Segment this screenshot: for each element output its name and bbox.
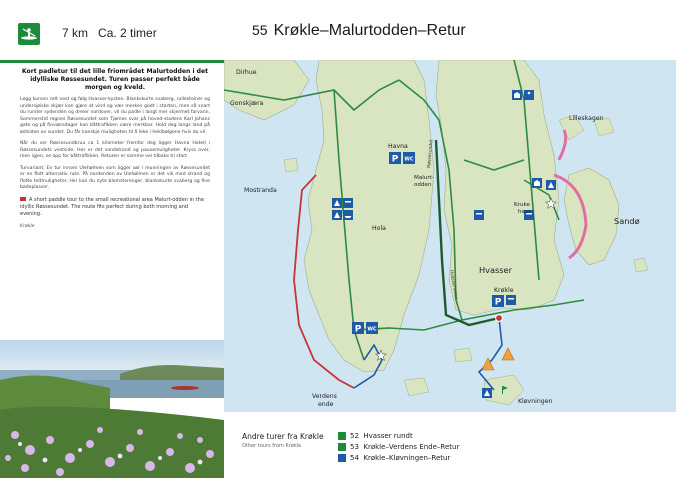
hut-icon [546,180,556,190]
svg-text:WC: WC [404,156,414,163]
parking-icon-south[interactable] [352,322,364,335]
paragraph-1: Legg kursen rett vest og følg Hvasser-kysten. Blankskurte svaberg, rullesteiner og undersjøiske skjær kan gjøre at vind og vær merkes godt i starten, men så snart du runder sydenden og dreier nordover, vil du padle i langt mer skjermet farvann. Sommerstid regnes Røssesundet som Tjømes svar på hoved-stadens Karl Johans gate og på finværsdager kan båttrafikken være merkbar. Hold deg langs land på østsiden av sundet. Du får kanskje muligheten til å leke i heklbølgene hvis du vil. [20,97,210,135]
label-lilleskagen: Lilleskagen [569,115,604,122]
kayak-icon [18,23,40,45]
description [20,68,210,235]
duration: Ca. 2 timer [98,26,157,40]
picnic-icon [506,295,516,305]
label-malurtodden-1: Malurt- [414,175,434,181]
parking-icon[interactable] [389,152,401,165]
label-krukehavn-2: havn [518,209,532,215]
label-dirhue: Dirhue [236,69,257,76]
svg-text:P: P [494,297,502,308]
label-road-hvasserveien: Hvasserveien [448,269,459,301]
route-number: 55 [252,22,268,38]
paragraph-2: Når du ser Røssesundbrua ca 1 kilometer fremfor deg ligger Havna Hotell i Røssesundets vestside. Her er det sandstrand og pausemuligheter. Kryss over, men igjen, se opp for båttrafikken. Returen er samme vei tilbake til start. [20,141,210,159]
tent-icon [332,210,342,220]
cycling-icon [338,443,346,451]
house-icon [532,178,542,188]
signature: Krøkle [20,223,35,229]
wc-icon-south [366,322,378,334]
svg-text:P: P [391,154,399,165]
legend-item-52[interactable]: 52 Hvasser rundt [338,432,413,441]
legend-item-54[interactable]: 54 Krøkle–Kløvningen–Retur [338,454,450,463]
wc-icon [403,152,415,164]
label-klovningen: Kløvningen [518,398,553,405]
person-icon [524,90,534,100]
label-sando: Sandø [614,216,640,226]
english-summary: A short paddle tour to the small recreational area Malurt-odden in the idyllic Røssesundet. The route fits perfect during both morning and evening. [20,196,204,217]
boat-icon [343,210,353,220]
label-verdens-ende-2: ende [318,401,334,408]
legend-title: Andre turer fra Krøkle [242,432,324,441]
label-verdens-ende-1: Verdens [312,393,337,400]
label-gonskjaera: Gonskjæra [230,100,264,107]
route-map [224,60,676,412]
other-tours-legend [224,412,676,478]
coast-photo [0,340,224,478]
uk-flag-icon [20,197,26,201]
legend-subtitle: Other tours from Krøkle [242,443,302,449]
intro-text: Kort padletur til det lille friområdet Malurtodden i det idylliske Røssesundet. Turen passer perfekt både morgen og kveld. [21,68,209,91]
tent-icon-2 [332,198,342,208]
distance-duration [62,26,157,40]
distance: 7 km [62,26,89,40]
label-road-rossesundet: Røssesundet [427,139,435,169]
svg-text:WC: WC [367,326,377,333]
info-panel [0,0,224,478]
label-hola: Hola [372,225,386,232]
label-mostranda: Mostranda [244,187,277,194]
route-title [252,22,466,40]
building-icon [512,90,522,100]
label-hvasser: Hvasser [479,265,512,275]
label-krukehavn-1: Kruke [514,202,530,208]
kayak-icon [338,454,346,462]
hut-icon-south [482,388,492,398]
label-havna: Havna [388,143,408,150]
paragraph-3: Turvariant: En tur innom Ulehølmen som ligger sør i munningen av Røssesundet er en flott alternativ rute. På nordenden av Ulehølmen er det vik med strand og flotte teltmuligheter. Her kan du nyte blomsterenger, blankskurte svaberg og fine badeplasser. [20,165,210,190]
picnic-icon-2 [343,198,353,208]
picnic-icon-4 [474,210,484,220]
svg-text:P: P [354,324,362,335]
hiking-icon [338,432,346,440]
label-malurtodden-2: odden [414,182,432,188]
label-krokle: Krøkle [494,287,514,294]
parking-icon-krokle[interactable] [492,295,504,308]
start-marker[interactable] [496,315,503,322]
route-name: Krøkle–Malurtodden–Retur [273,22,466,39]
legend-item-53[interactable]: 53 Krøkle–Verdens Ende–Retur [338,443,459,452]
info-header [0,0,224,63]
